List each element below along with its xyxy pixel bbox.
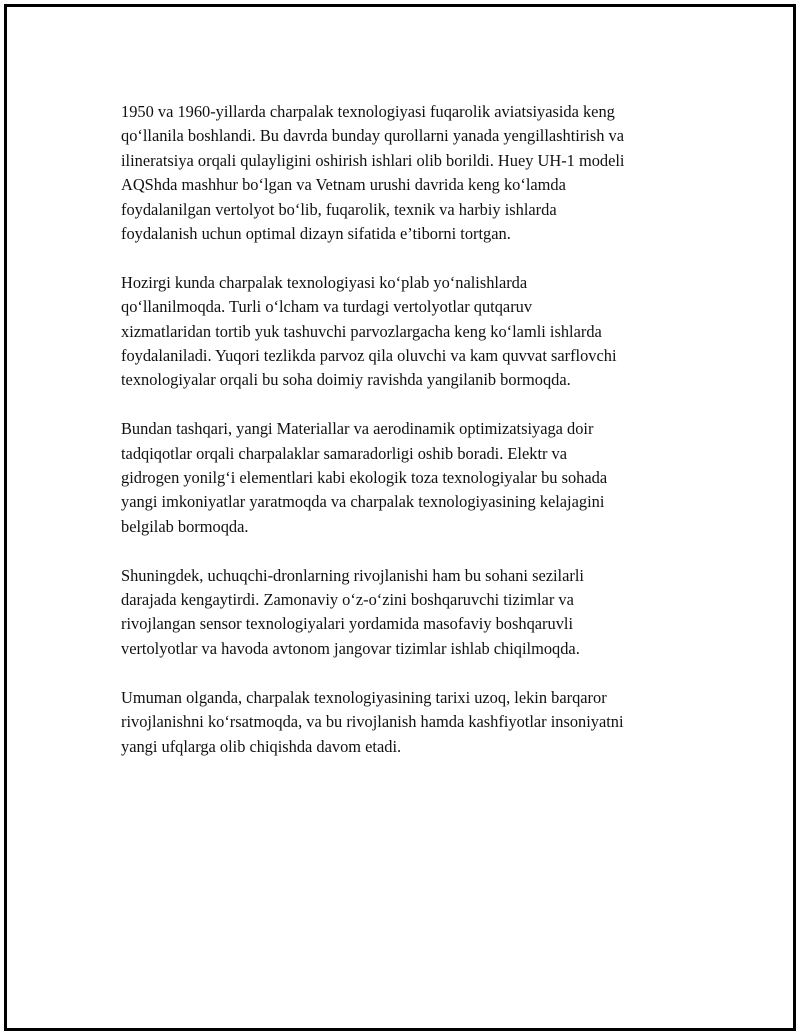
page-border	[4, 4, 796, 1031]
document-body	[121, 100, 711, 783]
paragraph-1: 1950 va 1960-yillarda charpalak texnologiyasi fuqarolik aviatsiyasida keng qo‘llanila boshlandi. Bu davrda bunday qurollarni yanada yengillashtirish va ilineratsiya orqali qulayligini oshirish ishlari olib borildi. Huey UH-1 modeli AQShda mashhur bo‘lgan va Vetnam urushi davrida keng ko‘lamda foydalanilgan vertolyot bo‘lib, fuqarolik, texnik va harbiy ishlarda foydalanish uchun optimal dizayn sifatida e’tiborni tortgan.	[121, 102, 625, 244]
paragraph-3: Bundan tashqari, yangi Materiallar va aerodinamik optimizatsiyaga doir tadqiqotlar orqali charpalaklar samaradorligi oshib boradi. Elektr va gidrogen yonilg‘i elementlari kabi ekologik toza texnologiyalar bu sohada yangi imkoniyatlar yaratmoqda va charpalak texnologiyasining kelajagini belgilab bormoqda.	[121, 419, 608, 536]
paragraph-4: Shuningdek, uchuqchi-dronlarning rivojlanishi ham bu sohani sezilarli darajada kengaytirdi. Zamonaviy o‘z-o‘zini boshqaruvchi tizimlar va rivojlangan sensor texnologiyalari yordamida masofaviy boshqaruvli vertolyotlar va havoda avtonom jangovar tizimlar ishlab chiqilmoqda.	[121, 565, 584, 658]
paragraph-5: Umuman olganda, charpalak texnologiyasining tarixi uzoq, lekin barqaror rivojlanishni ko‘rsatmoqda, va bu rivojlanish hamda kashfiyotlar insoniyatni yangi ufqlarga olib chiqishda davom etadi.	[121, 687, 624, 756]
paragraph-2: Hozirgi kunda charpalak texnologiyasi ko‘plab yo‘nalishlarda qo‘llanilmoqda. Turli o‘lcham va turdagi vertolyotlar qutqaruv xizmatlaridan tortib yuk tashuvchi parvozlargacha keng ko‘lamli ishlarda foydalaniladi. Yuqori tezlikda parvoz qila oluvchi va kam quvvat sarflovchi texnologiyalar orqali bu soha doimiy ravishda yangilanib bormoqda.	[121, 272, 617, 390]
